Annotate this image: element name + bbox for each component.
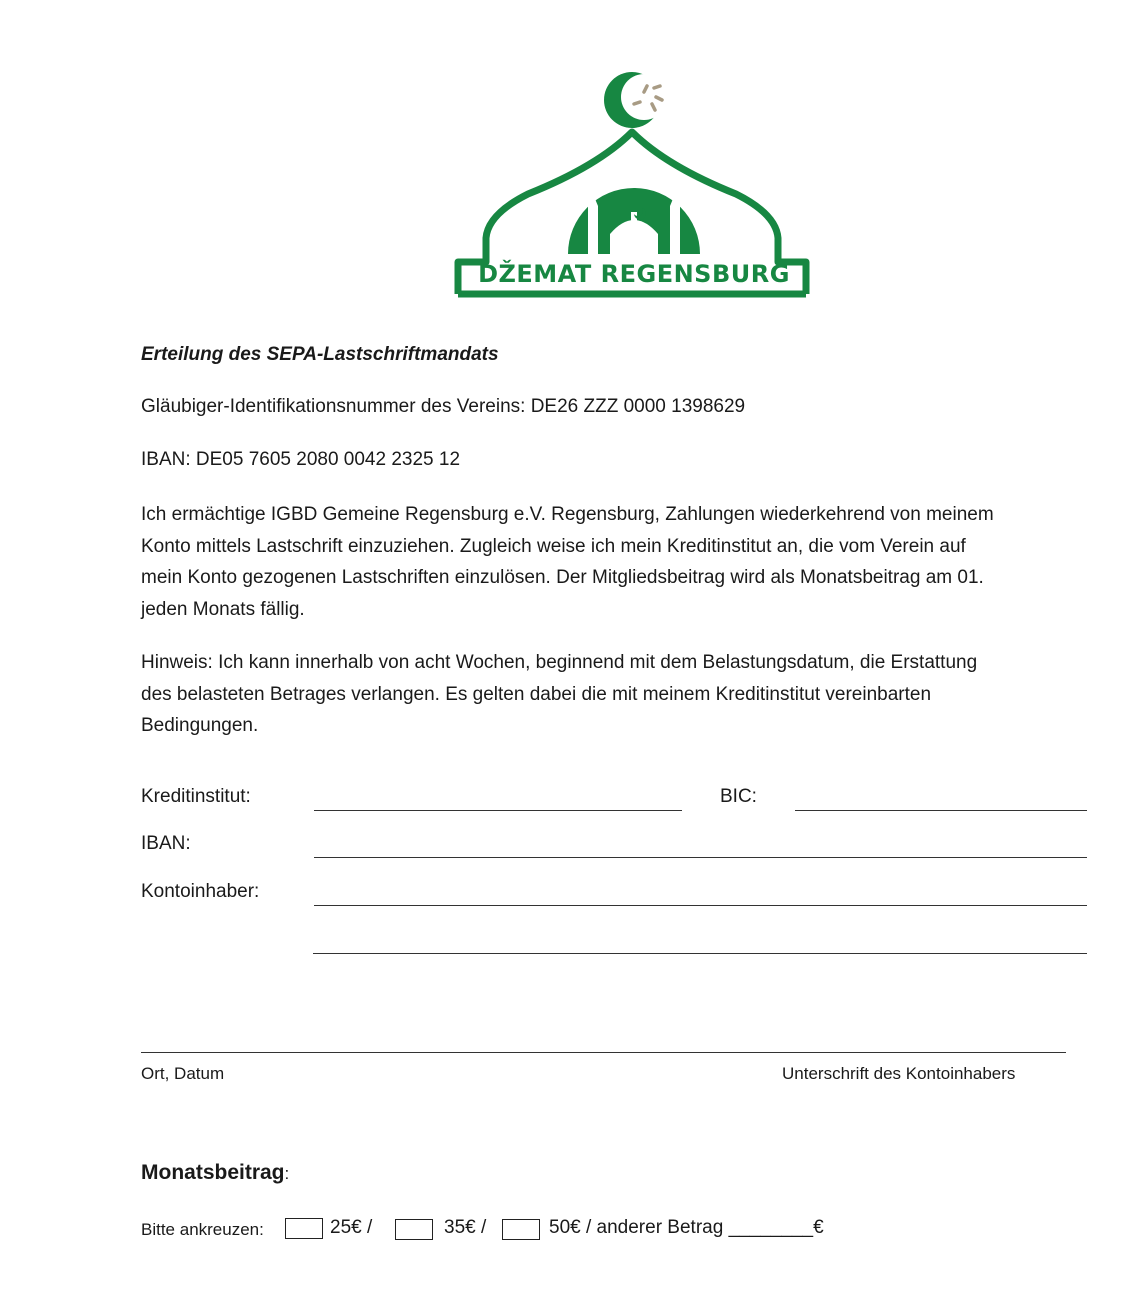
bank-label: Kreditinstitut:: [141, 786, 251, 807]
iban-field[interactable]: [314, 857, 1087, 858]
monthly-fee-title: [141, 1161, 289, 1185]
creditor-id-text: Gläubiger-Identifikationsnummer des Vereins: DE26 ZZZ 0000 1398629: [141, 396, 746, 417]
holder-field[interactable]: [314, 905, 1087, 906]
iban-text: IBAN: DE05 7605 2080 0042 2325 12: [141, 449, 461, 470]
iban-label: IBAN:: [141, 833, 191, 854]
signature-label: Unterschrift des Kontoinhabers: [782, 1064, 1016, 1083]
paragraph-line: Ich ermächtige IGBD Gemeine Regensburg e.V. Regensburg, Zahlungen wiederkehrend von meinem: [141, 504, 994, 525]
paragraph-line: Konto mittels Lastschrift einzuziehen. Zugleich weise ich mein Kreditinstitut an, die vom Verein auf: [141, 535, 966, 557]
bic-label: BIC:: [720, 786, 757, 807]
checkbox-35[interactable]: [395, 1219, 433, 1240]
dzemat-regensburg-logo: [448, 66, 820, 306]
checkbox-50[interactable]: [502, 1219, 540, 1240]
option-25-label: 25€ /: [330, 1217, 373, 1238]
option-50-label: 50€ / anderer Betrag ________€: [549, 1217, 824, 1238]
paragraph-line: des belasteten Betrages verlangen. Es gelten dabei die mit meinem Kreditinstitut vereinbarten: [141, 683, 932, 705]
monthly-fee-title-text: Monatsbeitrag: [141, 1161, 285, 1184]
notice-paragraph: [141, 647, 1076, 742]
holder-label: Kontoinhaber:: [141, 881, 260, 902]
checkbox-25[interactable]: [285, 1218, 323, 1239]
paragraph-line: Bedingungen.: [141, 715, 259, 736]
paragraph-line: Hinweis: Ich kann innerhalb von acht Wochen, beginnend mit dem Belastungsdatum, die Erstattung: [141, 652, 978, 673]
option-35-label: 35€ /: [444, 1217, 487, 1238]
mandate-heading: Erteilung des SEPA-Lastschriftmandats: [141, 344, 499, 365]
monthly-fee-colon: :: [284, 1164, 290, 1183]
bank-field[interactable]: [314, 810, 682, 811]
logo-text: DŽEMAT REGENSBURG: [478, 260, 790, 288]
paragraph-line: jeden Monats fällig.: [141, 598, 305, 620]
mandate-paragraph: [141, 499, 1076, 625]
signature-line[interactable]: [141, 1052, 1066, 1053]
holder-field-second-line[interactable]: [313, 953, 1087, 954]
place-date-label: Ort, Datum: [141, 1064, 225, 1083]
paragraph-line: mein Konto gezogenen Lastschriften einzulösen. Der Mitgliedsbeitrag wird als Monatsbeitrag am 01.: [141, 567, 984, 588]
bic-field[interactable]: [795, 810, 1087, 811]
tick-instruction: Bitte ankreuzen:: [141, 1220, 264, 1239]
